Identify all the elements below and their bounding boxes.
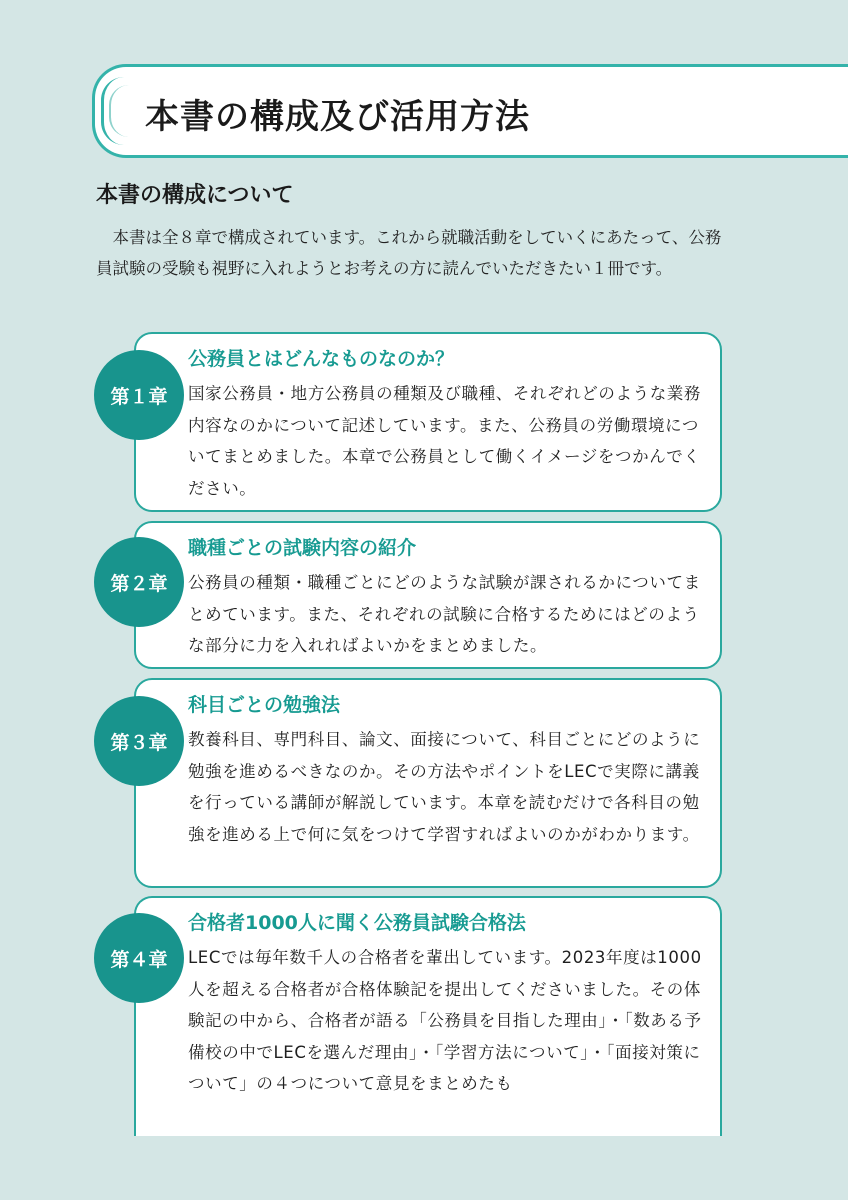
chapter-badge: 第３章 [94, 696, 184, 786]
chapter-body: LECでは毎年数千人の合格者を輩出しています。2023年度は1000人を超える合格者が合格体験記を提出してくださいました。その体験記の中から、合格者が語る「公務員を目指した理由」・「数ある予備校の中でLECを選んだ理由」・「学習方法について」・「面接対策について」の４つについて意見をまとめたも [188, 948, 702, 1093]
chapter-body: 公務員の種類・職種ごとにどのような試験が課されるかについてまとめています。また、それぞれの試験に合格するためにはどのような部分に力を入れればよいかをまとめました。 [188, 573, 701, 655]
chapter-badge: 第２章 [94, 537, 184, 627]
section-heading: 本書の構成について [96, 183, 294, 208]
page-title: 本書の構成及び活用方法 [145, 97, 530, 137]
intro-paragraph: 本書は全８章で構成されています。これから就職活動をしていくにあたって、公務員試験の受験も視野に入れようとお考えの方に読んでいただきたい１冊です。 [96, 228, 722, 278]
title-banner [92, 64, 848, 158]
chapter-badge: 第４章 [94, 913, 184, 1003]
chapter-title: 職種ごとの試験内容の紹介 [188, 537, 417, 559]
chapter-title: 公務員とはどんなものなのか？ [188, 348, 455, 370]
chapter-box [134, 521, 722, 669]
chapter-body: 教養科目、専門科目、論文、面接について、科目ごとにどのように勉強を進めるべきなのか。その方法やポイントをLECで実際に講義を行っている講師が解説しています。本章を読むだけで各科目の勉強を進める上で何に気をつけて学習すればよいのかがわかります。 [188, 730, 701, 844]
chapter-title: 科目ごとの勉強法 [188, 694, 341, 716]
chapter-badge: 第１章 [94, 350, 184, 440]
chapter-box [134, 896, 722, 1136]
chapter-box [134, 678, 722, 888]
chapter-box [134, 332, 722, 512]
banner-stripe-inner [109, 85, 131, 137]
chapter-title: 合格者1000人に聞く公務員試験合格法 [188, 912, 526, 934]
chapter-body: 国家公務員・地方公務員の種類及び職種、それぞれどのような業務内容なのかについて記述しています。また、公務員の労働環境についてまとめました。本章で公務員として働くイメージをつかんでください。 [188, 384, 701, 498]
